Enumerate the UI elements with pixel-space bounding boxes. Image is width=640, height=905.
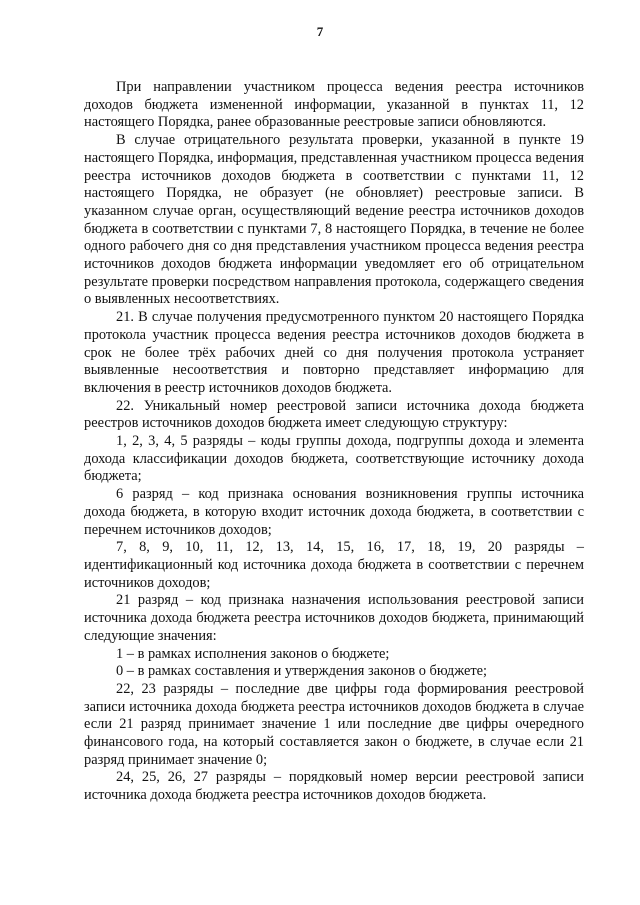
paragraph-9: 1 – в рамках исполнения законов о бюджете; xyxy=(116,645,390,662)
page-number: 7 xyxy=(316,24,324,39)
paragraph-10: 0 – в рамках составления и утверждения законов о бюджете; xyxy=(116,663,488,680)
paragraph-7: 7, 8, 9, 10, 11, 12, 13, 14, 15, 16, 17, 18, 19, 20 разряды – идентификационный код источника дохода бюджета в соответствии с перечнем источников доходов; xyxy=(84,539,584,591)
paragraph-11: 22, 23 разряды – последние две цифры года формирования реестровой записи источника дохода бюджета реестра источников доходов бюджета в случае если 21 разряд принимает значение 1 или последние две цифры очередного финансового года, на который составляется закон о бюджете, в случае если 21 разряд принимает значение 0; xyxy=(84,680,584,768)
paragraph-12: 24, 25, 26, 27 разряды – порядковый номер версии реестровой записи источника дохода бюджета реестра источников доходов бюджета. xyxy=(84,769,584,804)
paragraph-8: 21 разряд – код признака назначения использования реестровой записи источника дохода бюджета реестра источников доходов бюджета, принимающий следующие значения: xyxy=(84,592,584,644)
document-body xyxy=(84,79,584,805)
paragraph-6: 6 разряд – код признака основания возникновения группы источника дохода бюджета, в которую входит источник дохода бюджета, в соответствии с перечнем источников доходов; xyxy=(84,486,584,538)
paragraph-3: 21. В случае получения предусмотренного пунктом 20 настоящего Порядка протокола участник процесса ведения реестра источников доходов бюджета в срок не более трёх рабочих дней со дня получения протокола устраняет выявленные несоответствия и повторно представляет информацию для включения в реестр источников доходов бюджета. xyxy=(84,309,584,396)
paragraph-1: При направлении участником процесса ведения реестра источников доходов бюджета измененной информации, указанной в пунктах 11, 12 настоящего Порядка, ранее образованные реестровые записи обновляются. xyxy=(84,79,584,131)
paragraph-2: В случае отрицательного результата проверки, указанной в пункте 19 настоящего Порядка, информация, представленная участником процесса ведения реестра источников доходов бюджета в соответствии с пунктами 11, 12 настоящего Порядка, не образует (не обновляет) реестровые записи. В указанном случае орган, осуществляющий ведение реестра источников доходов бюджета в соответствии с пунктами 7, 8 настоящего Порядка, в течение не более одного рабочего дня со дня представления участником процесса ведения реестра источников доходов бюджета информации уведомляет его об отрицательном результате проверки посредством направления протокола, содержащего сведения о выявленных несоответствиях. xyxy=(84,132,584,308)
paragraph-4: 22. Уникальный номер реестровой записи источника дохода бюджета реестров источников доходов бюджета имеет следующую структуру: xyxy=(84,397,584,432)
paragraph-5: 1, 2, 3, 4, 5 разряды – коды группы дохода, подгруппы дохода и элемента дохода классификации доходов бюджета, соответствующие источнику дохода бюджета; xyxy=(84,433,584,485)
